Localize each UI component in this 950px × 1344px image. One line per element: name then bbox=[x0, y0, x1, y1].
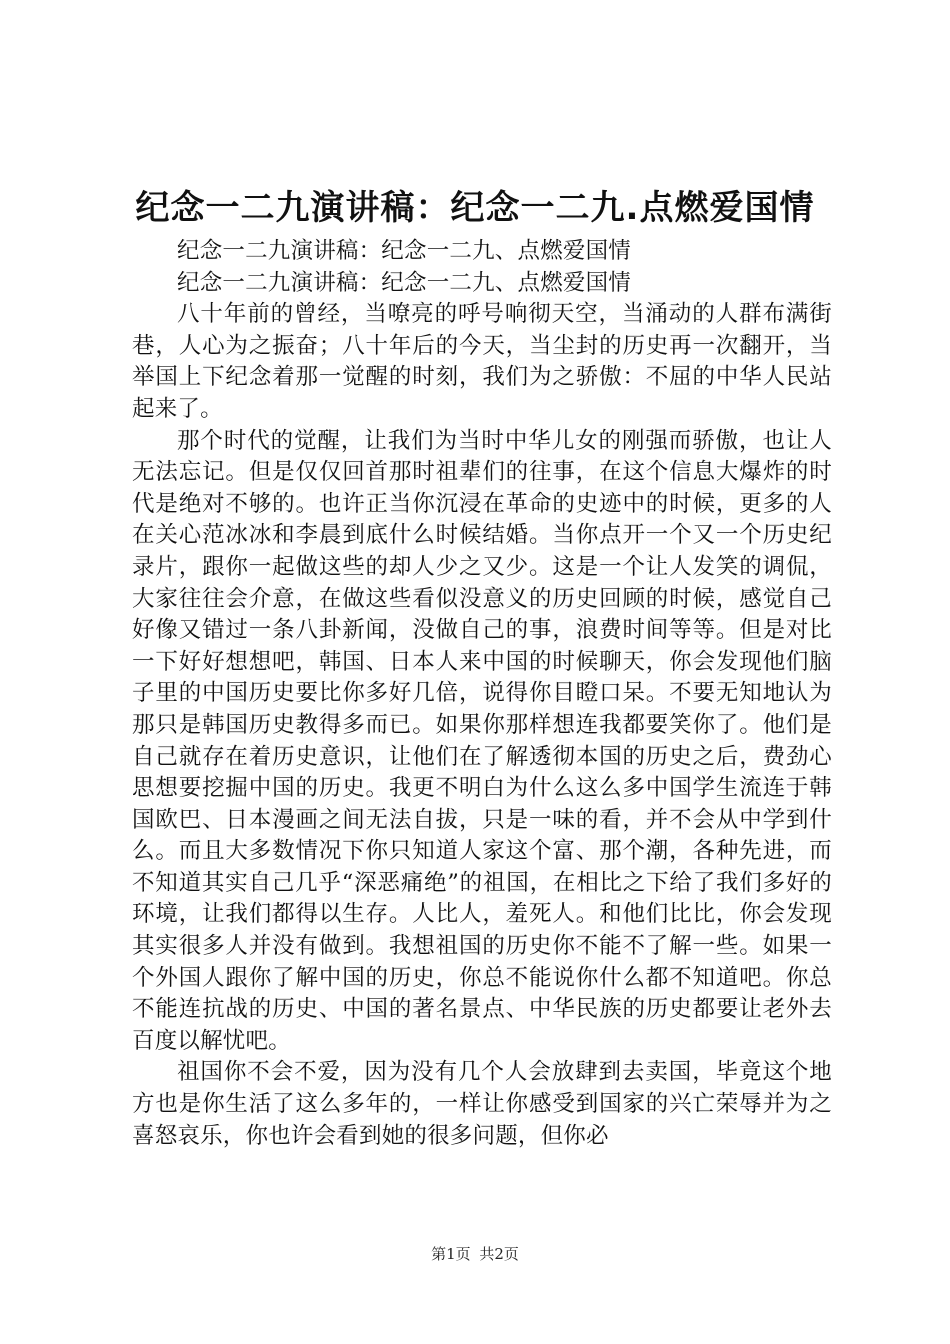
body-paragraph: 八十年前的曾经，当嘹亮的呼号响彻天空，当涌动的人群布满街巷，人心为之振奋；八十年后的今天，当尘封的历史再一次翻开，当举国上下纪念着那一觉醒的时刻，我们为之骄傲：不屈的中华人民站起来了。 bbox=[132, 301, 832, 422]
subtitle-line: 纪念一二九演讲稿：纪念一二九、点燃爱国情 bbox=[177, 238, 632, 264]
body-paragraph: 那个时代的觉醒，让我们为当时中华儿女的刚强而骄傲，也让人无法忘记。但是仅仅回首那时祖辈们的往事，在这个信息大爆炸的时代是绝对不够的。也许正当你沉浸在革命的史迹中的时候，更多的人在关心范冰冰和李晨到底什么时候结婚。当你点开一个又一个历史纪录片，跟你一起做这些的却人少之又少。这是一个让人发笑的调侃，大家往往会介意，在做这些看似没意义的历史回顾的时候，感觉自己好像又错过一条八卦新闻，没做自己的事，浪费时间等等。但是对比一下好好想想吧，韩国、日本人来中国的时候聊天，你会发现他们脑子里的中国历史要比你多好几倍，说得你目瞪口呆。不要无知地认为那只是韩国历史教得多而已。如果你那样想连我都要笑你了。他们是自己就存在着历史意识，让他们在了解透彻本国的历史之后，费劲心思想要挖掘中国的历史。我更不明白为什么这么多中国学生流连于韩国欧巴、日本漫画之间无法自拔，只是一味的看，并不会从中学到什么。而且大多数情况下你只知道人家这个富、那个潮，各种先进，而不知道其实自己几乎“深恶痛绝”的祖国，在相比之下给了我们多好的环境，让我们都得以生存。人比人，羞死人。和他们比比，你会发现其实很多人并没有做到。我想祖国的历史你不能不了解一些。如果一个外国人跟你了解中国的历史，你总不能说你什么都不知道吧。你总不能连抗战的历史、中国的著名景点、中华民族的历史都要让老外去百度以解忧吧。 bbox=[132, 427, 832, 1054]
document-body bbox=[132, 236, 832, 1152]
body-paragraph: 祖国你不会不爱，因为没有几个人会放肆到去卖国，毕竟这个地方也是你生活了这么多年的，一样让你感受到国家的兴亡荣辱并为之喜怒哀乐，你也许会看到她的很多问题，但你必 bbox=[132, 1059, 832, 1149]
subtitle-line: 纪念一二九演讲稿：纪念一二九、点燃爱国情 bbox=[177, 269, 632, 296]
page-total: 共2页 bbox=[479, 1245, 519, 1263]
page-number: 第1页 bbox=[431, 1245, 471, 1263]
page-footer bbox=[0, 1244, 950, 1264]
document-title: 纪念一二九演讲稿：纪念一二九.点燃爱国情 bbox=[135, 188, 815, 228]
